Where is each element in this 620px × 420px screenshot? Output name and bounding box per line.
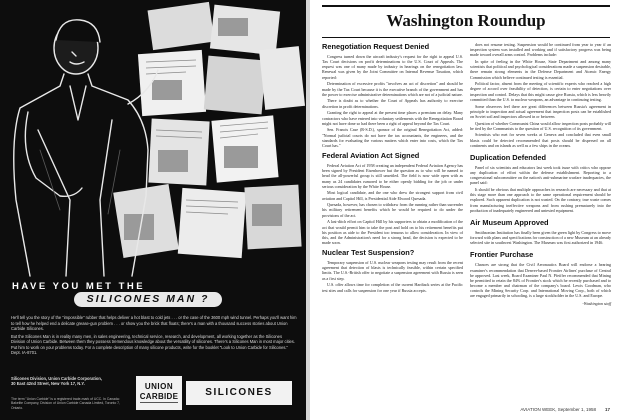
article-paragraph: Panel of six scientists and educators last week took issue with critics who oppose any duplication of effort within the defense establishment. Reporting to a congressional subcommittee on the nation's anti-submarine warfare inadequacies, the panel said: bbox=[470, 164, 611, 186]
union-carbide-logo bbox=[136, 376, 182, 410]
article-paragraph: Smithsonian Institution has finally been given the green light by Congress to move forward with plans and specifications for construction of a new Museum at an already selected site in southwest Washington. The Museum was first authorized in 1946. bbox=[470, 229, 611, 246]
ad-paragraph: But the Silicones Man is in reality many men, in sales engineering, technical service, research, and development, all working together as the Silicones Division of Union Carbide. Between them they possess tremendous knowledge about the versatility of silicones. There's a Silicones Man in most major cities. Put him to work on your problems today. For a complete description of many silicone products, write for the booklet "Look to Union Carbide for Silicones." Dept. IA-8701. bbox=[11, 333, 295, 355]
ad-headline: HAVE YOU MET THE bbox=[12, 281, 146, 292]
page-footer bbox=[322, 407, 610, 415]
article-paragraph: U.S. offer allows time for completion of the current Hardtack series at the Pacific test sites and calls for suspension for one year if Russia accepts. bbox=[322, 282, 463, 293]
page-number: 17 bbox=[604, 407, 610, 412]
ad-banner bbox=[74, 292, 222, 307]
article-paragraph: Some observers feel there are great differences between Russia's agreement in principle to inspection and actual agreement that inspection posts can be established on Soviet soil and inspectors allowed in or between. bbox=[470, 103, 611, 119]
section-title-museum: Air Museum Approved bbox=[470, 217, 549, 227]
section-title-faa: Federal Aviation Act Signed bbox=[322, 151, 420, 161]
section-title-duplication: Duplication Defended bbox=[470, 152, 546, 162]
article-paragraph: Most logical candidate, and the one who drew the strongest support from civil aviation and Capitol Hill, is Presidential Aide Elwood Quesada. bbox=[322, 190, 463, 201]
logo-line-carbide: CARBIDE bbox=[139, 392, 179, 401]
article-paragraph: Question of whether Communist China would allow inspection posts probably will be tied by the Communists to the question of U.S. recognition of its government. bbox=[470, 120, 611, 131]
article-paragraph: Scientists who met for seven weeks at Geneva and concluded that even small blasts could be detected recommended that posts should be dispersed on all continents and on islands as well as a few ships in the oceans. bbox=[470, 132, 611, 148]
logo-rule bbox=[140, 402, 178, 403]
page-title: Washington Roundup bbox=[322, 5, 610, 38]
article-paragraph: Temporary suspension of U.S. nuclear weapons testing may result from the recent agreement that detection of blasts is technically feasible, within certain specified limits. The U.S.-British offer to negotiate a suspension agreement with Russia is seen as a first step. bbox=[322, 260, 463, 281]
article-paragraph: Chances are strong that the Civil Aeronautics Board will endorse a hearing examiner's recommendation that Denver-based Frontier Airlines' purchase of Central be approved. Last week, Board Examiner Paul N. Pfeiffer recommended that Mining be permitted to retain the 84% of Frontier's stock which he recently purchased and to become a member and chairman of the company's board. Lewis Goodman, who controls the Mining Security Corp. and International Moving Corp., both of which are engaged primarily in schooling, is a large stockholder in the U.S. and Europe. bbox=[470, 262, 611, 299]
section-title-frontier: Frontier Purchase bbox=[470, 250, 534, 260]
article-paragraph: Determination of excessive profits "involves an act of discretion" and should be made by the Tax Court because it is the executive branch of the government and has the power to exercise administrative determinations which are not of a judicial nature. bbox=[322, 81, 463, 97]
advertisement-page bbox=[0, 0, 306, 420]
article-paragraph: Federal Aviation Act of 1958 creating an independent Federal Aviation Agency has been signed by President Eisenhower but the question as to who will be named to head the all-powerful group is still unsettled. The field is now wide open with as many as 24 candidates rumored to be either openly bidding for the job or under serious consideration by the White House. bbox=[322, 163, 463, 189]
article-paragraph: Political factor, absent from the meeting of scientific experts who reached a high degree of accord over feasibility of detection, is certain to enter negotiations over inspection and control. Delays that this might cause give Russia, which is less heavily committed than the U.S. to nuclear weapons, an advantage in continuing testing. bbox=[470, 81, 611, 102]
ad-address-line: Silicones Division, Union Carbide Corporation, bbox=[11, 376, 102, 381]
ad-body-copy bbox=[11, 315, 297, 358]
silicones-wordmark: SILICONES bbox=[186, 381, 292, 405]
logo-line-union: UNION bbox=[144, 382, 174, 391]
article-paragraph: Granting the right to appeal at the present time places a premium on delay. Many contractors who have entered into voluntary settlements with the Renegotiation Board might not have done so had there been a right of appeal beyond the Tax Court. bbox=[322, 110, 463, 126]
section-title-nuclear: Nuclear Test Suspension? bbox=[322, 248, 415, 258]
page-gutter bbox=[306, 0, 310, 420]
section-title-renegotiation: Renegotiation Request Denied bbox=[322, 42, 430, 51]
ad-paragraph: He'll tell you the story of the "impossible" rubber that helps deliver a hot blast to cold jets . . . or the case of the 3600 mph wind tunnel. Perhaps you'll want him to tell how he helped end a delicate grease-gun problem . . . or show you the brick that floats; there's a man with a thousand success stories about Union Carbide Silicones. bbox=[11, 315, 297, 331]
article-paragraph: Sen. Francis Case (R-S.D.), sponsor of the original Renegotiation Act, added: "Normal judicial courts do not have the tax accountants, the engineers, and the standards for evaluating the various matters which enter into costs, which the Tax Court has." bbox=[322, 127, 463, 148]
column-left bbox=[322, 42, 463, 294]
ad-address-line: 30 East 42nd Street, New York 17, N.Y. bbox=[11, 381, 85, 387]
ad-banner-text: SILICONES MAN ? bbox=[86, 293, 210, 305]
article-paragraph: Quesada, however, has chosen to withdraw from the running rather than surrender his military retirement benefits which he would be required to do under the provisions of the act. bbox=[322, 202, 463, 218]
ad-address bbox=[11, 376, 131, 386]
editorial-page bbox=[312, 0, 620, 420]
ad-illustration bbox=[0, 0, 306, 282]
byline: -Washington staff bbox=[582, 300, 611, 306]
column-right bbox=[470, 42, 611, 307]
article-paragraph: A last-ditch effort on Capitol Hill by his supporters to obtain a modification of the act that would permit him to take the post and hold on to his retirement benefits put his position as aide to the President too tenuous to allow consideration. In view of this, and the Administration's need for a strong head, the decision is expected to be made soon. bbox=[322, 219, 463, 245]
article-paragraph: does not resume testing. Suspension would be continued from year to year if an inspection system was installed and working and if satisfactory progress was being made toward overall arms control. Problems include: bbox=[470, 42, 611, 58]
article-paragraph: In spite of feeling in the White House, State Department and among many scientists that political and psychological considerations made a suspension desirable, there remain strong elements in the Defense Department and Atomic Energy Commission which believe continued testing is essential. bbox=[470, 59, 611, 80]
article-paragraph: There is doubt as to whether the Court of Appeals has authority to exercise discretion in profit determinations. bbox=[322, 98, 463, 109]
publication-line: AVIATION WEEK, September 1, 1958 bbox=[520, 407, 596, 412]
ad-trademark-note: The term "Union Carbide" is a registered trade-mark of UCC. In Canada: Bakelite Company, Division of Union Carbide Canada Limited, Toronto 7, Ontario. bbox=[11, 397, 120, 410]
article-paragraph: Congress turned down the aircraft industry's request for the right to appeal U.S. Tax Court decisions on profit determinations to the U.S. Court of Appeals. The request was one of many made by industry in hearings on the renegotiation law. Renewal was given by the Joint Committee on Internal Revenue Taxation, which reported: bbox=[322, 54, 463, 80]
article-paragraph: It should be obvious that multiple approaches in research are necessary and that at this stage more than one approach to the same operational requirement should be explored. Such apparent duplication is not wasted. On the contrary, true waste comes from manufacturing ineffective weapons and from rushing prematurely into the production of inadequately engineered and untested equipment. bbox=[470, 187, 611, 213]
